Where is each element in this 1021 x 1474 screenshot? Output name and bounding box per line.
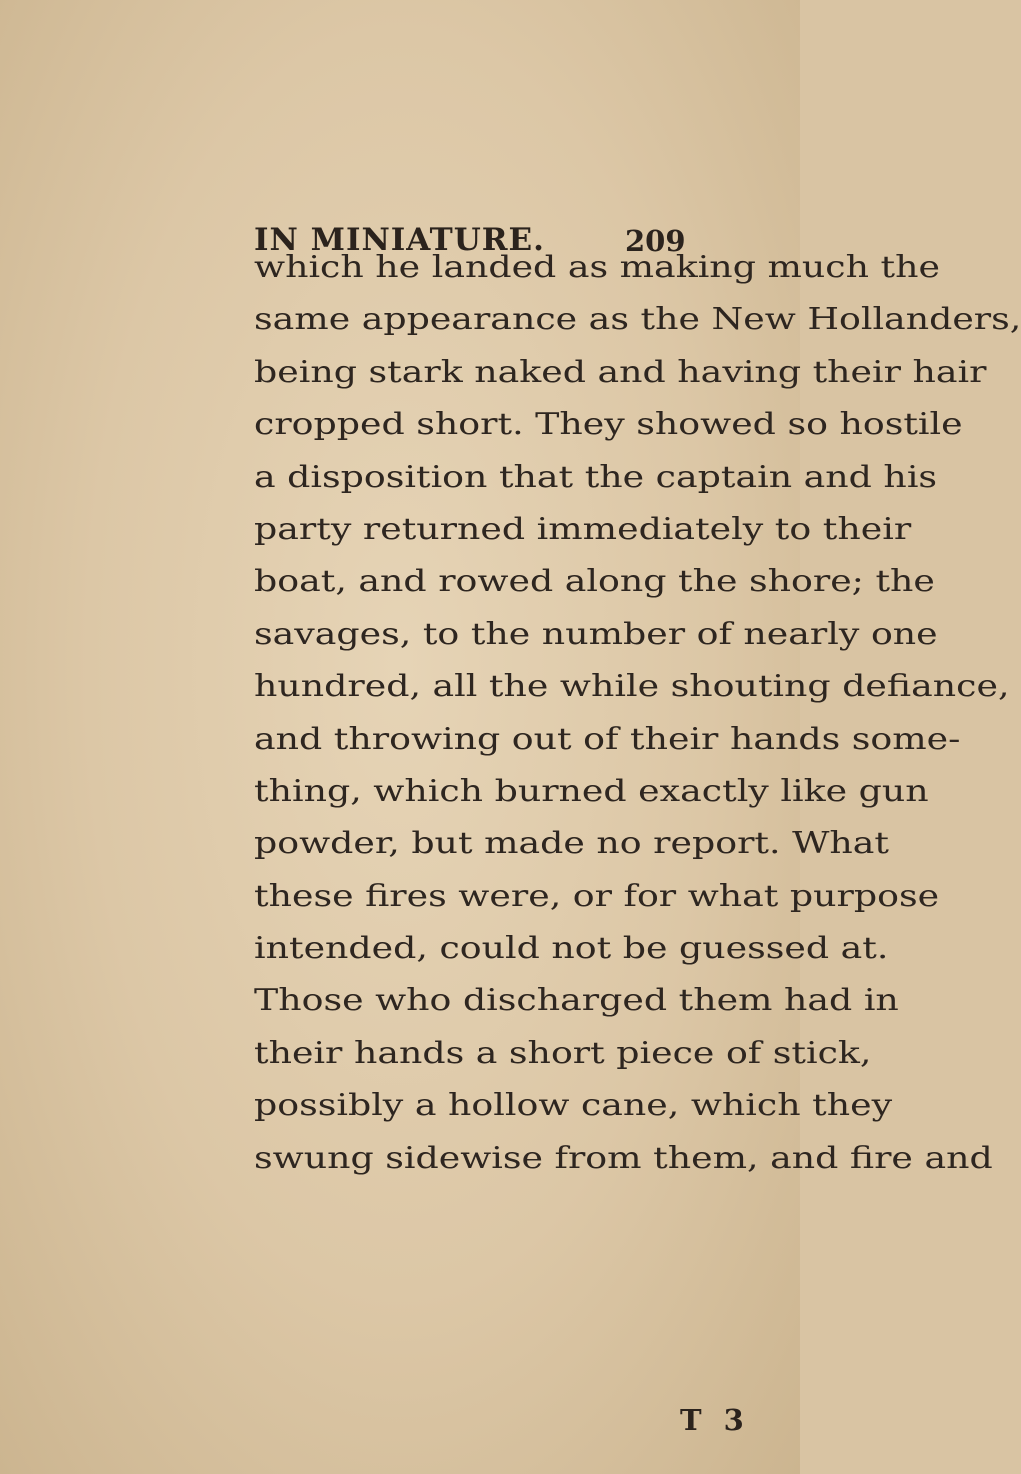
text-line: and throwing out of their hands some- [254,721,961,757]
text-line: their hands a short piece of stick, [254,1035,872,1071]
text-line: these fires were, or for what purpose [254,878,940,914]
body-text [254,242,1021,1185]
text-line: thing, which burned exactly like gun [254,773,929,809]
page-number: 209 [625,224,686,258]
text-line: Those who discharged them had in [254,983,899,1019]
text-line: savages, to the number of nearly one [254,616,938,652]
text-line: cropped short. They showed so hostile [254,407,963,443]
text-line: party returned immediately to their [254,511,912,547]
text-line: intended, could not be guessed at. [254,931,889,967]
text-line: same appearance as the New Hollanders, [254,302,1021,338]
text-line: being stark naked and having their hair [254,354,987,390]
text-line: hundred, all the while shouting defiance, [254,669,1010,705]
text-line: possibly a hollow cane, which they [254,1088,893,1124]
text-line: swung sidewise from them, and fire and [254,1140,993,1176]
running-head: IN MINIATURE. [254,222,545,258]
text-line: boat, and rowed along the shore; the [254,564,935,600]
text-line: which he landed as making much the [254,250,940,285]
signature-mark: T 3 [680,1403,750,1437]
text-line: a disposition that the captain and his [254,459,938,495]
text-line: powder, but made no report. What [254,826,890,862]
